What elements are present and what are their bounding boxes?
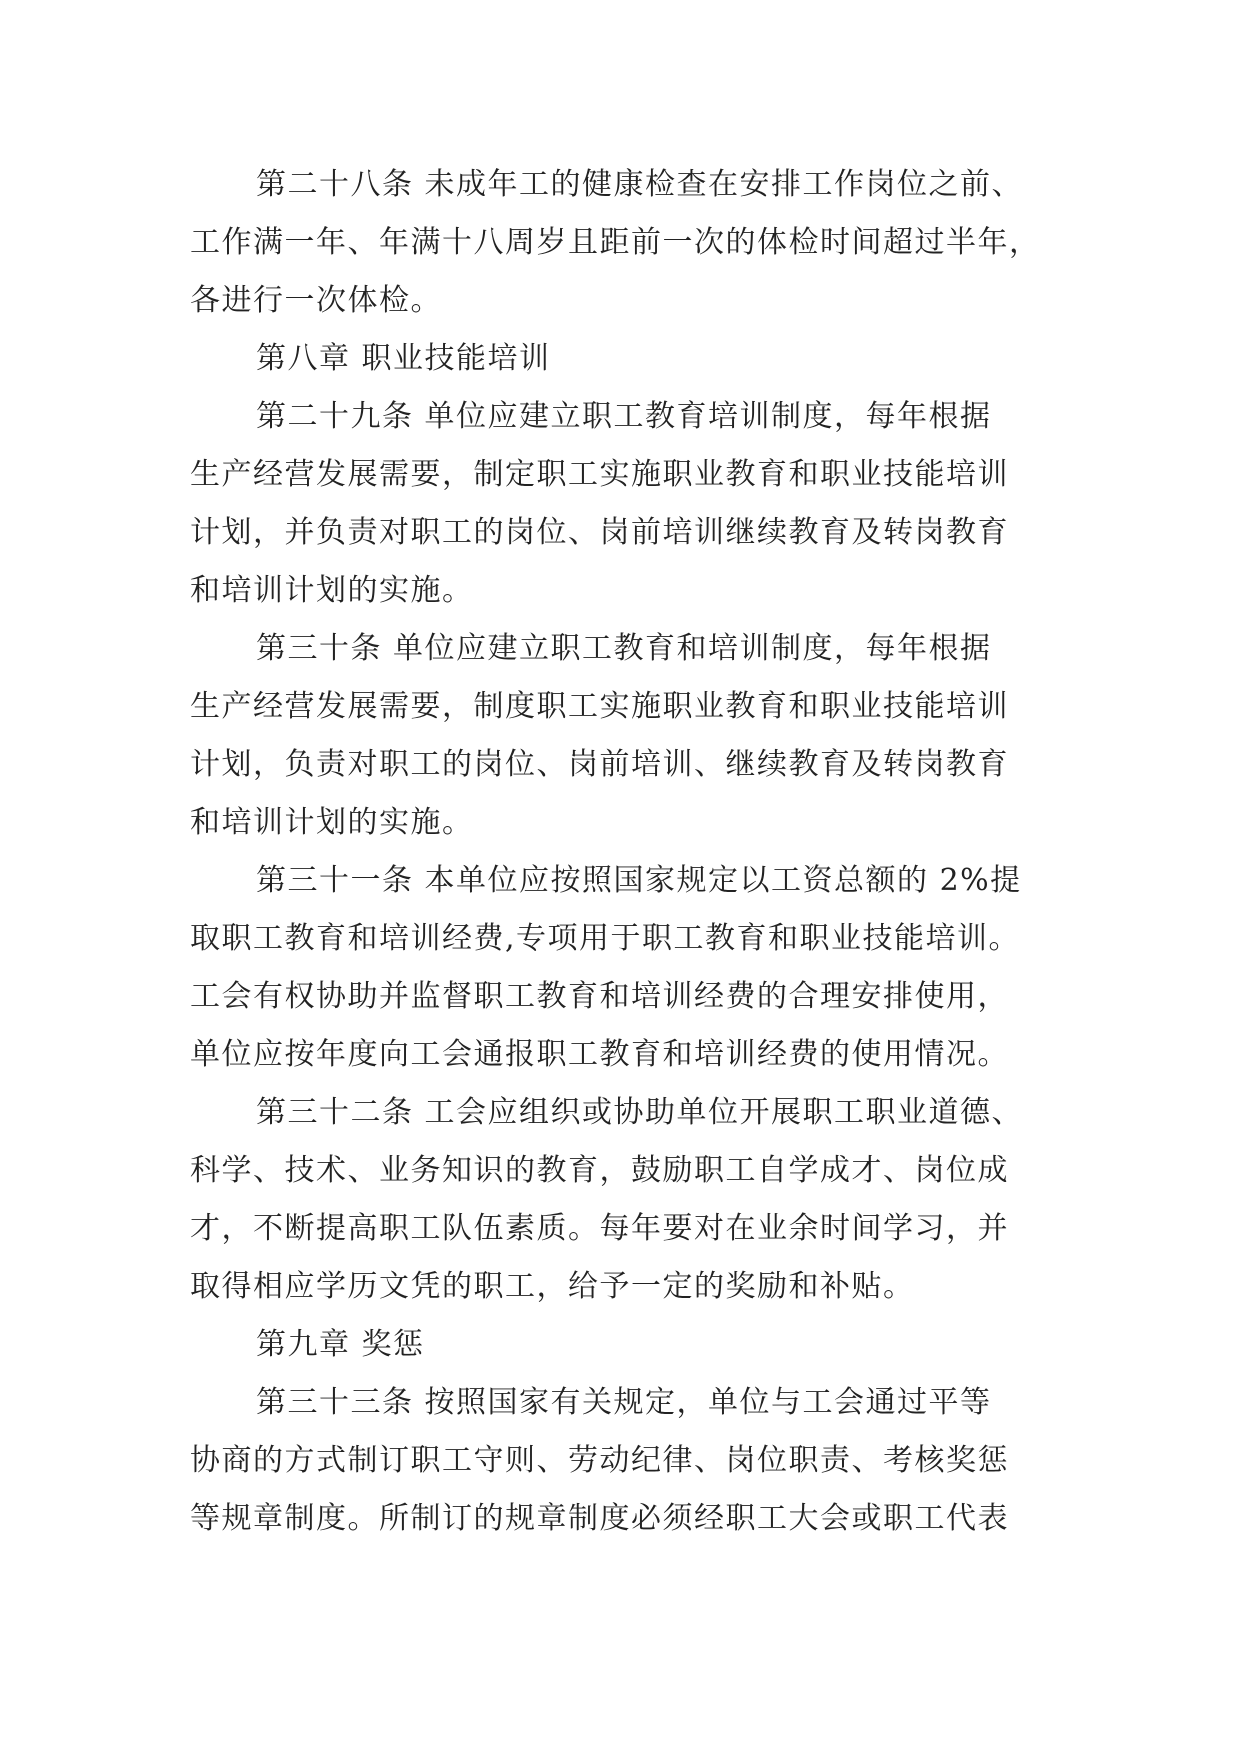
text-line: 单位应按年度向工会通报职工教育和培训经费的使用情况。 <box>190 1037 1009 1072</box>
text-line: 第三十二条 工会应组织或协助单位开展职工职业道德、 <box>256 1095 1024 1130</box>
text-line: 第三十一条 本单位应按照国家规定以工资总额的 2%提 <box>256 863 1022 898</box>
chapter-8-heading <box>190 330 1090 388</box>
text-line: 各进行一次体检。 <box>190 283 442 318</box>
text-line: 取职工教育和培训经费,专项用于职工教育和职业技能培训。 <box>190 921 1021 956</box>
text-line: 才，不断提高职工队伍素质。每年要对在业余时间学习，并 <box>190 1211 1009 1246</box>
text-line: 取得相应学历文凭的职工，给予一定的奖励和补贴。 <box>190 1269 915 1304</box>
text-line: 生产经营发展需要，制定职工实施职业教育和职业技能培训 <box>190 457 1009 492</box>
text-line: 计划，负责对职工的岗位、岗前培训、继续教育及转岗教育 <box>190 747 1009 782</box>
text-line: 协商的方式制订职工守则、劳动纪律、岗位职责、考核奖惩 <box>190 1443 1009 1478</box>
article-32-paragraph <box>190 1084 1090 1316</box>
text-line: 科学、技术、业务知识的教育，鼓励职工自学成才、岗位成 <box>190 1153 1009 1188</box>
article-28-paragraph <box>190 156 1090 330</box>
text-line: 生产经营发展需要，制度职工实施职业教育和职业技能培训 <box>190 689 1009 724</box>
article-30-paragraph <box>190 620 1090 852</box>
text-line: 等规章制度。所制订的规章制度必须经职工大会或职工代表 <box>190 1501 1009 1536</box>
text-line: 和培训计划的实施。 <box>190 805 474 840</box>
chapter-9-heading <box>190 1316 1090 1374</box>
text-line: 工会有权协助并监督职工教育和培训经费的合理安排使用， <box>190 979 1009 1014</box>
article-29-paragraph <box>190 388 1090 620</box>
chapter-title: 第九章 奖惩 <box>256 1327 425 1362</box>
chapter-title: 第八章 职业技能培训 <box>256 341 551 376</box>
text-line: 第三十条 单位应建立职工教育和培训制度，每年根据 <box>256 631 992 666</box>
article-31-paragraph <box>190 852 1090 1084</box>
article-33-paragraph <box>190 1374 1090 1548</box>
document-body <box>190 156 1090 1548</box>
text-line: 第二十九条 单位应建立职工教育培训制度，每年根据 <box>256 399 992 434</box>
text-line: 工作满一年、年满十八周岁且距前一次的体检时间超过半年， <box>190 225 1041 260</box>
text-line: 和培训计划的实施。 <box>190 573 474 608</box>
text-line: 第二十八条 未成年工的健康检查在安排工作岗位之前、 <box>256 167 1024 202</box>
text-line: 第三十三条 按照国家有关规定，单位与工会通过平等 <box>256 1385 992 1420</box>
text-line: 计划，并负责对职工的岗位、岗前培训继续教育及转岗教育 <box>190 515 1009 550</box>
